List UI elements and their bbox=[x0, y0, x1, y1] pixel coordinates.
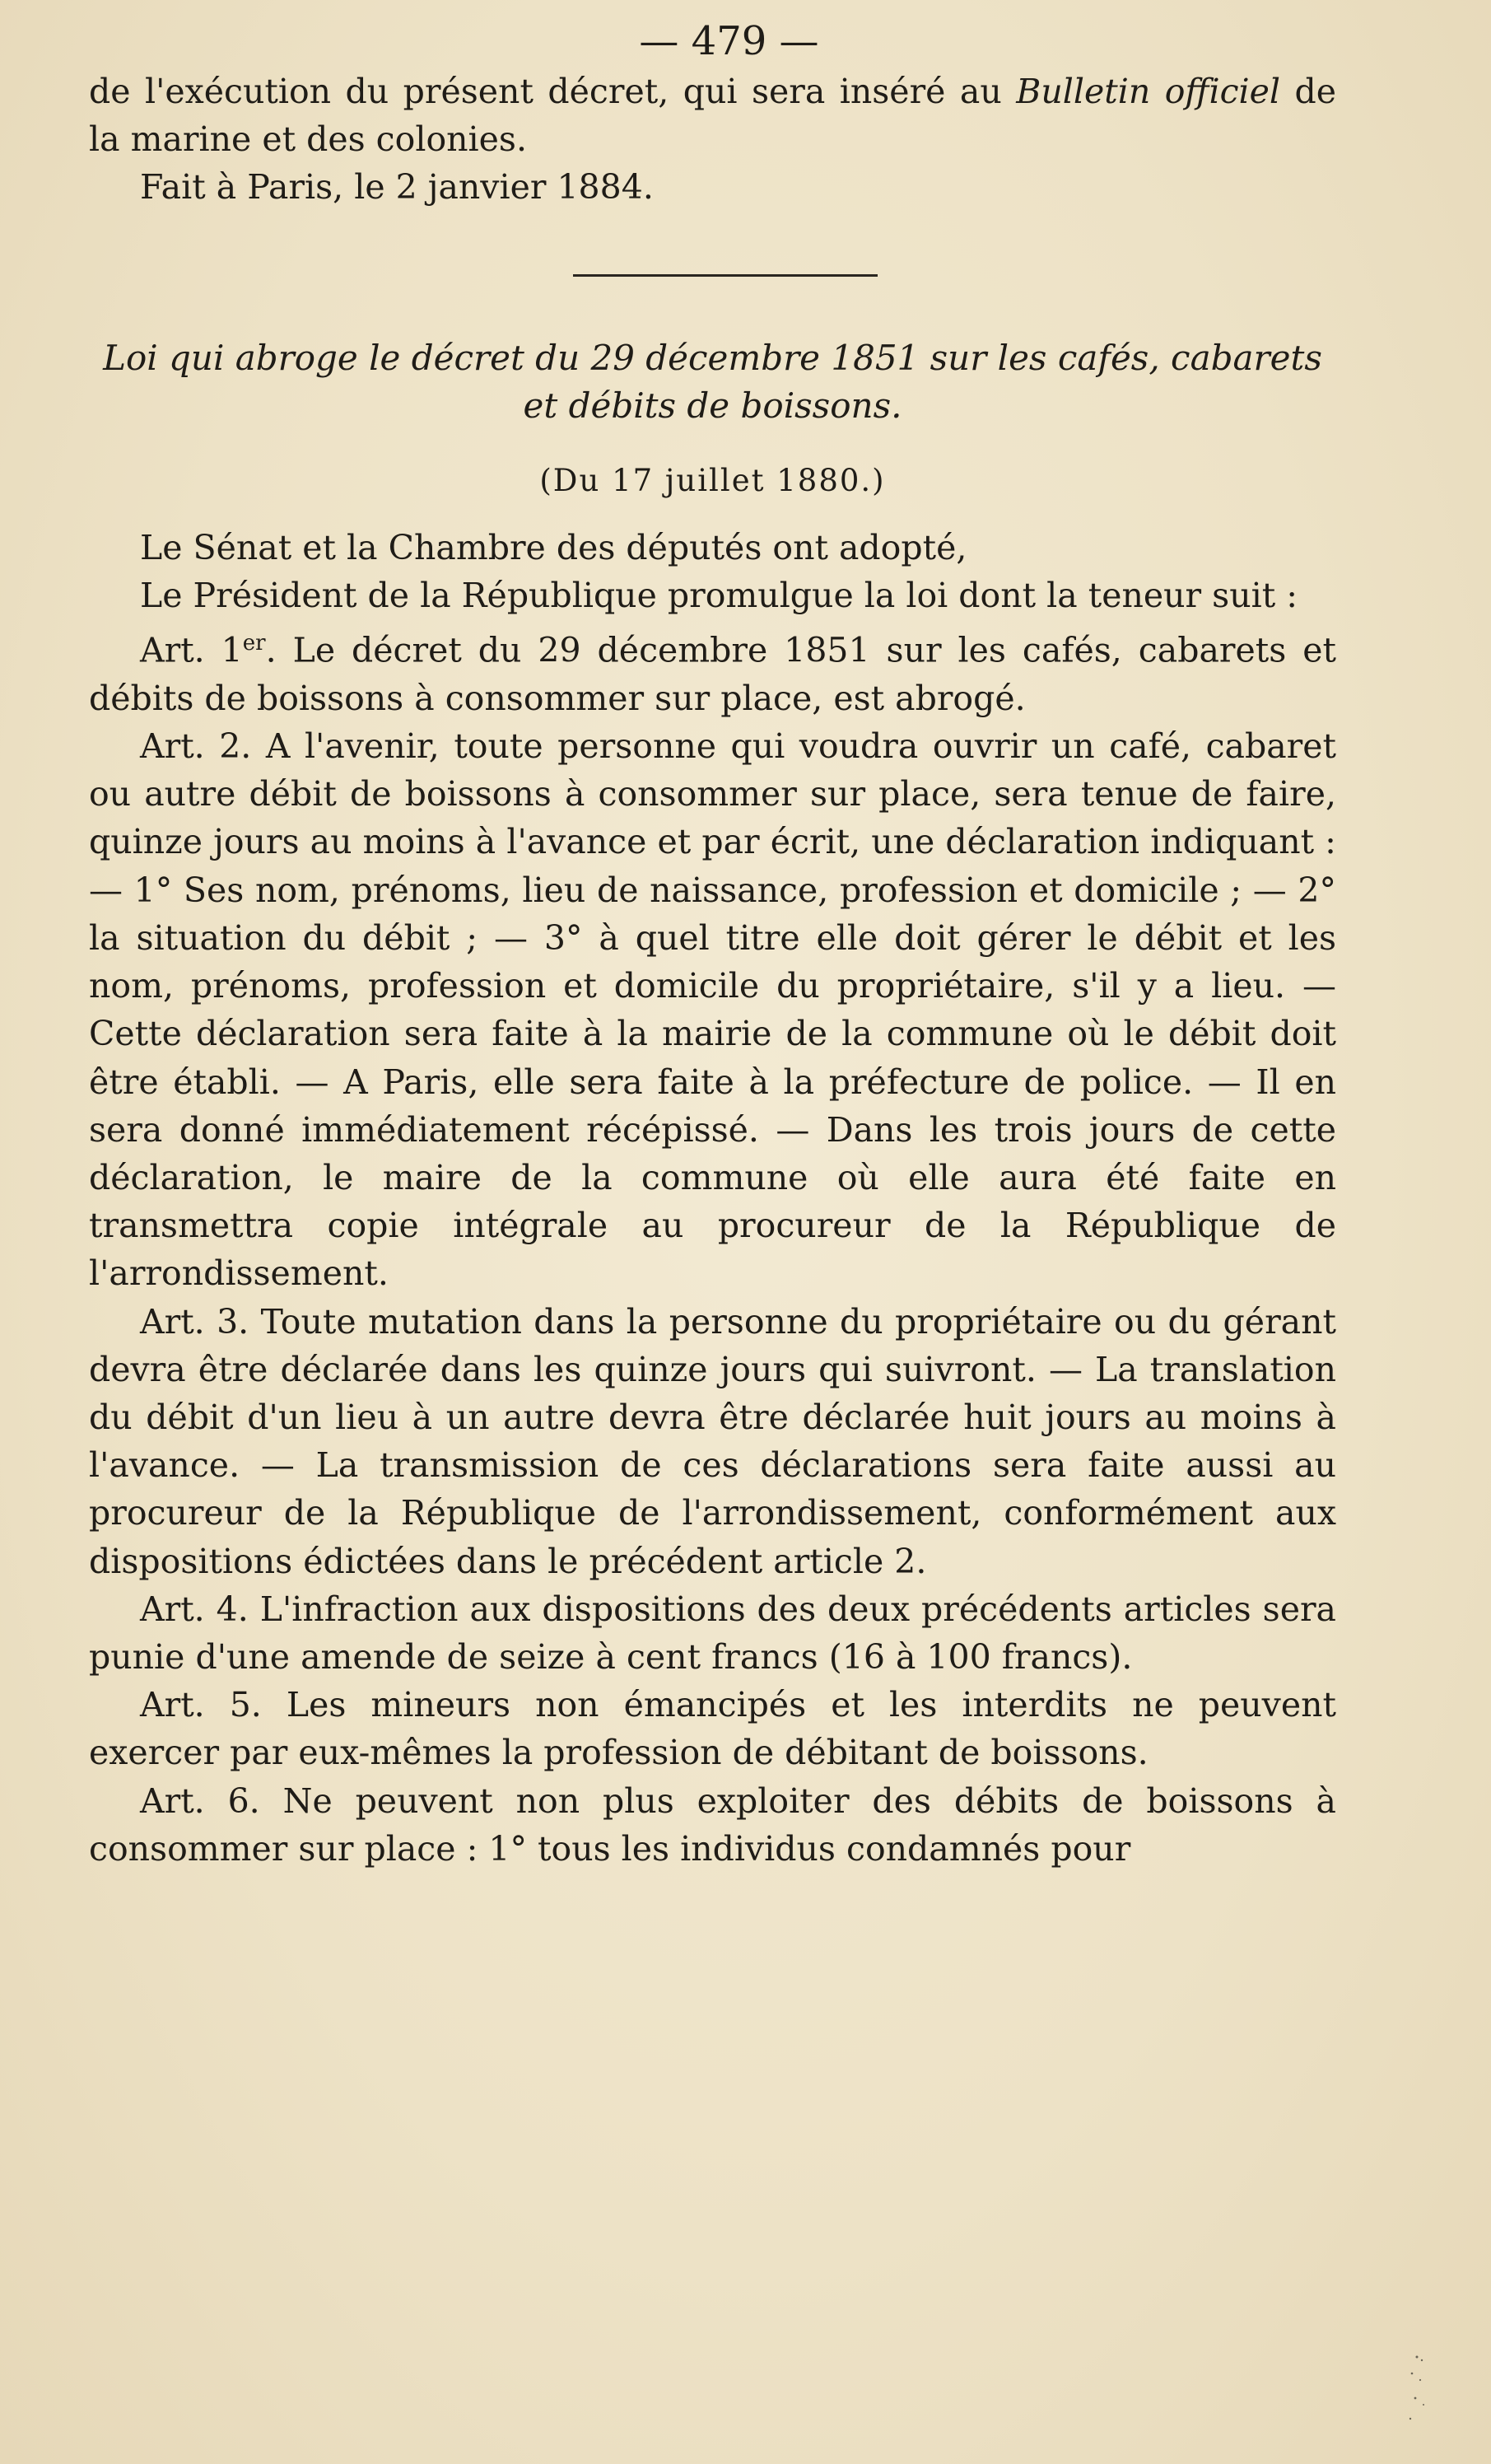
law-date: (Du 17 juillet 1880.) bbox=[539, 462, 886, 498]
continuation-prefix: de l'exécution du présent décret, qui sera inséré au bbox=[89, 72, 1017, 111]
article-text: . Le décret du 29 décembre 1851 sur les cafés, cabarets et débits de boissons à consommer sur place, est abrogé. bbox=[89, 630, 1336, 718]
article-4 bbox=[89, 1585, 1336, 1681]
speck-marks-icon bbox=[1400, 2340, 1433, 2431]
signature-line: Fait à Paris, le 2 janvier 1884. bbox=[140, 167, 654, 208]
article-2 bbox=[89, 722, 1336, 1297]
page-number: — 479 — bbox=[639, 18, 819, 64]
article-text: Toute mutation dans la personne du propriétaire ou du gérant devra être déclarée dans les quinze jours qui suivront. — La translation du débit d'un lieu à un autre devra être déclarée huit jours au moins à l'avance. — La transmission de ces déclarations sera faite aussi au procureur de la République de l'arrondissement, conformément aux dispositions édictées dans le précédent article 2. bbox=[89, 1301, 1336, 1581]
article-superscript: er bbox=[242, 631, 266, 656]
article-label: Art. 1 bbox=[140, 630, 243, 670]
article-label: Art. 4. bbox=[140, 1589, 249, 1629]
law-title: Loi qui abroge le décret du 29 décembre 1851 sur les cafés, cabarets et débits de boissons. bbox=[103, 337, 1322, 426]
article-text: L'infraction aux dispositions des deux précédents articles sera punie d'une amende de seize à cent francs (16 à 100 francs). bbox=[89, 1589, 1336, 1677]
article-label: Art. 3. bbox=[140, 1301, 249, 1342]
article-text: Ne peuvent non plus exploiter des débits de boissons à consommer sur place : 1° tous les individus condamnés pour bbox=[89, 1780, 1336, 1869]
article-5 bbox=[89, 1681, 1336, 1776]
article-1 bbox=[89, 619, 1336, 722]
continuation-suffix: de la marine et des colonies. bbox=[89, 72, 1337, 160]
preamble-senate: Le Sénat et la Chambre des députés ont adopté, bbox=[140, 527, 967, 567]
article-3 bbox=[89, 1298, 1336, 1585]
paper-specks-decoration bbox=[1400, 2340, 1433, 2431]
section-divider bbox=[573, 274, 878, 277]
preamble-president: Le Président de la République promulgue la loi dont la teneur suit : bbox=[140, 575, 1298, 615]
bulletin-title: Bulletin officiel bbox=[1016, 72, 1281, 111]
decree-continuation bbox=[89, 68, 1336, 163]
article-label: Art. 2. bbox=[140, 726, 252, 767]
article-6 bbox=[89, 1777, 1336, 1873]
article-text: A l'avenir, toute personne qui voudra ouvrir un café, cabaret ou autre débit de boissons à consommer sur place, sera tenue de faire, quinze jours au moins à l'avance et par écrit, une déclaration indiquant : — 1° Ses nom, prénoms, lieu de naissance, profession et domicile ; — 2° la situation du débit ; — 3° à quel titre elle doit gérer le débit et les nom, prénoms, profession et domicile du propriétaire, s'il y a lieu. — Cette déclaration sera faite à la mairie de la commune où le débit doit être établi. — A Paris, elle sera faite à la préfecture de police. — Il en sera donné immédiatement récépissé. — Dans les trois jours de cette déclaration, le maire de la commune où elle aura été faite en transmettra copie intégrale au procureur de la République de l'arrondissement. bbox=[89, 726, 1337, 1294]
text-block bbox=[89, 15, 1336, 1873]
article-label: Art. 6. bbox=[140, 1780, 260, 1821]
article-label: Art. 5. bbox=[140, 1685, 262, 1725]
article-text: Les mineurs non émancipés et les interdits ne peuvent exercer par eux-mêmes la profession de débitant de boissons. bbox=[89, 1685, 1336, 1773]
